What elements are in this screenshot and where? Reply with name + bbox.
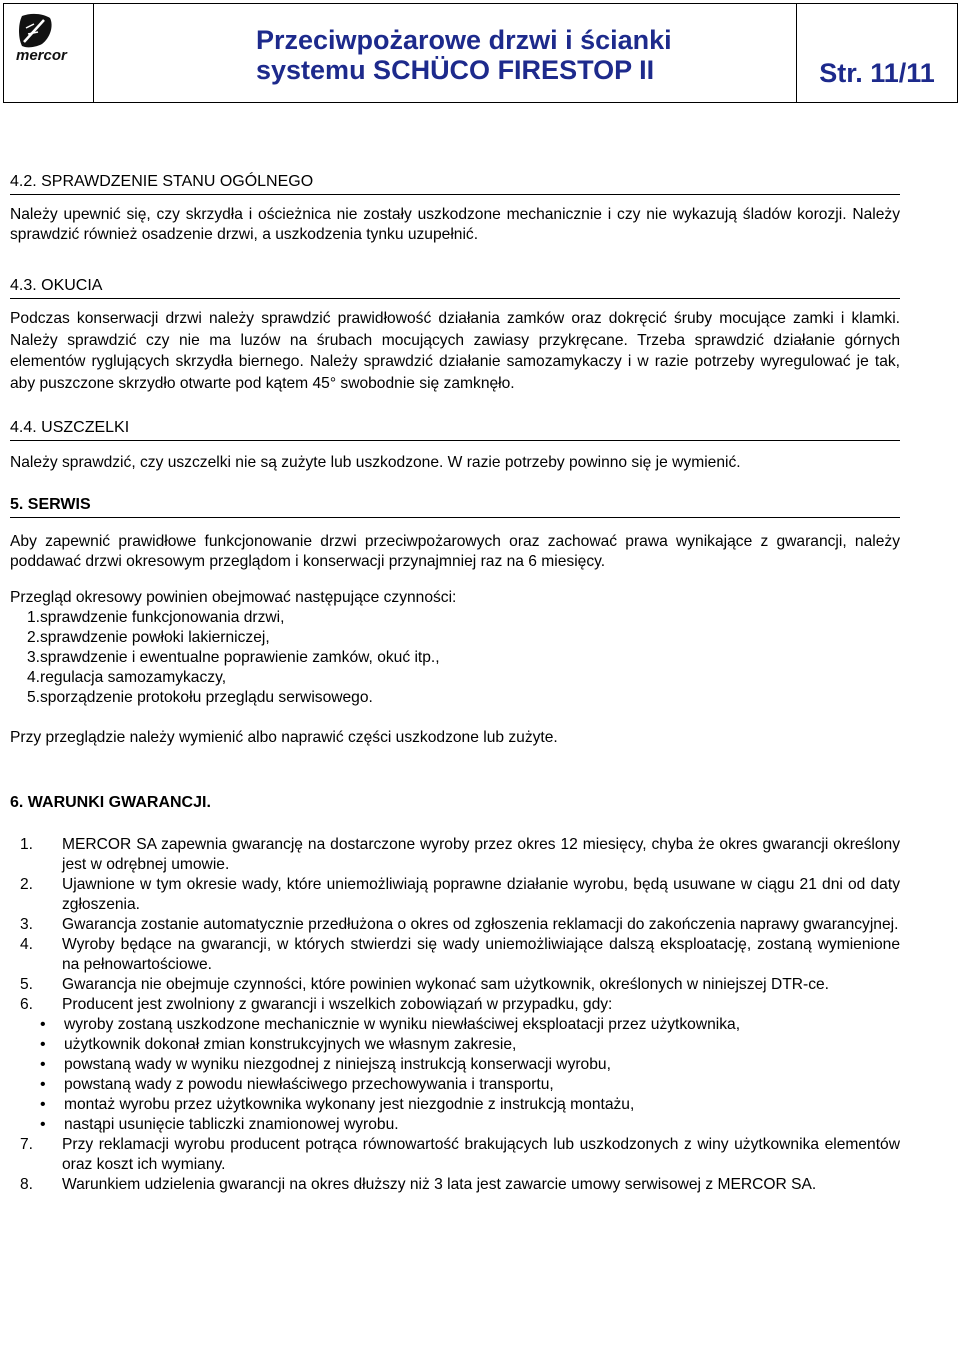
logo-text: mercor xyxy=(16,47,67,64)
logo-cell xyxy=(4,4,94,102)
service-list xyxy=(10,608,900,708)
list-item: 8. Warunkiem udzielenia gwarancji na okres dłuższy niż 3 lata jest zawarcie umowy serwisowej z MERCOR SA. xyxy=(20,1176,817,1194)
bullet-icon: • xyxy=(40,1096,46,1114)
list-item: 6. Producent jest zwolniony z gwarancji i wszelkich zobowiązań w przypadku, gdy: xyxy=(20,996,613,1014)
list-item: 3. Gwarancja zostanie automatycznie przedłużona o okres od zgłoszenia reklamacji do zakończenia naprawy gwarancyjnej. xyxy=(20,916,899,934)
section-4-3-text: Podczas konserwacji drzwi należy sprawdzić prawidłowość działania zamków oraz dokręcić śruby mocujące zamki i klamki. Należy sprawdzić czy nie ma luzów na śrubach mocujących zawiasy przykręcane. Trzeba sprawdzić działanie górnych elementów ryglujących skrzydła biernego. Należy sprawdzić działanie samozamykaczy i w razie potrzeby wyregulować je tak, aby puszczone skrzydło otwarte pod kątem 45° swobodnie się zamknęło. xyxy=(10,310,900,392)
section-6-heading: 6. WARUNKI GWARANCJI. xyxy=(10,794,211,812)
list-item: 3. sprawdzenie i ewentualne poprawienie zamków, okuć itp., xyxy=(27,649,440,667)
list-item: 1. sprawdzenie funkcjonowania drzwi, xyxy=(27,609,285,627)
section-4-2-heading: 4.2. SPRAWDZENIE STANU OGÓLNEGO xyxy=(10,171,900,195)
bullet-item: • nastąpi usunięcie tabliczki znamionowej wyrobu. xyxy=(40,1116,399,1134)
bullet-icon: • xyxy=(40,1016,46,1034)
section-4-4-heading: 4.4. USZCZELKI xyxy=(10,417,900,441)
section-5-intro: Przegląd okresowy powinien obejmować następujące czynności: xyxy=(10,589,457,607)
bullet-icon: • xyxy=(40,1116,46,1134)
list-item: 1. MERCOR SA zapewnia gwarancję na dostarczone wyroby przez okres 12 miesięcy, chyba że okres gwarancji określony jest w odrębnej umowie. xyxy=(20,836,900,874)
list-item: 4. regulacja samozamykaczy, xyxy=(27,669,227,687)
page-header xyxy=(3,3,958,103)
bullet-icon: • xyxy=(40,1076,46,1094)
warranty-list xyxy=(10,835,900,1015)
document-body xyxy=(10,171,900,1195)
section-4-2-text: Należy upewnić się, czy skrzydła i ościeżnica nie zostały uszkodzone mechanicznie i czy nie wykazują śladów korozji. Należy sprawdzić również osadzenie drzwi, a uszkodzenia tynku uzupełnić. xyxy=(10,206,900,243)
section-4-3-heading: 4.3. OKUCIA xyxy=(10,275,900,299)
page-number-cell xyxy=(797,4,957,102)
section-4-4-text: Należy sprawdzić, czy uszczelki nie są zużyte lub uszkodzone. W razie potrzeby powinno się je wymienić. xyxy=(10,454,741,472)
warranty-list-continued xyxy=(10,1135,900,1195)
list-item: 4. Wyroby będące na gwarancji, w których stwierdzi się wady uniemożliwiające dalszą eksploatację, zostaną wymienione na pełnowartościowe. xyxy=(20,936,900,974)
exclusion-bullets xyxy=(10,1015,900,1135)
doc-title-line2: systemu SCHÜCO FIRESTOP II xyxy=(256,55,655,85)
doc-title-line1: Przeciwpożarowe drzwi i ścianki xyxy=(256,25,672,55)
bullet-item: • powstaną wady w wyniku niezgodnej z niniejszą instrukcją konserwacji wyrobu, xyxy=(40,1056,611,1074)
bullet-item: • wyroby zostaną uszkodzone mechanicznie w wyniku niewłaściwej eksploatacji przez użytkownika, xyxy=(40,1016,741,1034)
bullet-icon: • xyxy=(40,1036,46,1054)
bullet-item: • powstaną wady z powodu niewłaściwego przechowywania i transportu, xyxy=(40,1076,554,1094)
bullet-item: • użytkownik dokonał zmian konstrukcyjnych we własnym zakresie, xyxy=(40,1036,517,1054)
page-number: Str. 11/11 xyxy=(819,57,935,88)
list-item: 2. Ujawnione w tym okresie wady, które uniemożliwiają poprawne działanie wyrobu, będą usuwane w ciągu 21 dni od daty zgłoszenia. xyxy=(20,876,900,914)
section-5-text: Aby zapewnić prawidłowe funkcjonowanie drzwi przeciwpożarowych oraz zachować prawa wynikające z gwarancji, należy poddawać drzwi okresowym przeglądom i konserwacji przynajmniej raz na 6 miesięcy. xyxy=(10,533,900,571)
list-item: 2. sprawdzenie powłoki lakierniczej, xyxy=(27,629,270,647)
list-item: 7. Przy reklamacji wyrobu producent potrąca równowartość brakujących lub uszkodzonych z winy użytkownika elementów oraz koszt ich wymiany. xyxy=(20,1136,900,1174)
mercor-logo xyxy=(14,12,84,64)
list-item: 5. sporządzenie protokołu przeglądu serwisowego. xyxy=(27,689,373,707)
section-5-outro: Przy przeglądzie należy wymienić albo naprawić części uszkodzone lub zużyte. xyxy=(10,729,558,747)
bullet-icon: • xyxy=(40,1056,46,1074)
bullet-item: • montaż wyrobu przez użytkownika wykonany jest niezgodnie z instrukcją montażu, xyxy=(40,1096,635,1114)
title-cell xyxy=(94,4,797,102)
section-5-heading: 5. SERWIS xyxy=(10,494,900,518)
list-item: 5. Gwarancja nie obejmuje czynności, które powinien wykonać sam użytkownik, określonych w niniejszej DTR-ce. xyxy=(20,976,830,994)
